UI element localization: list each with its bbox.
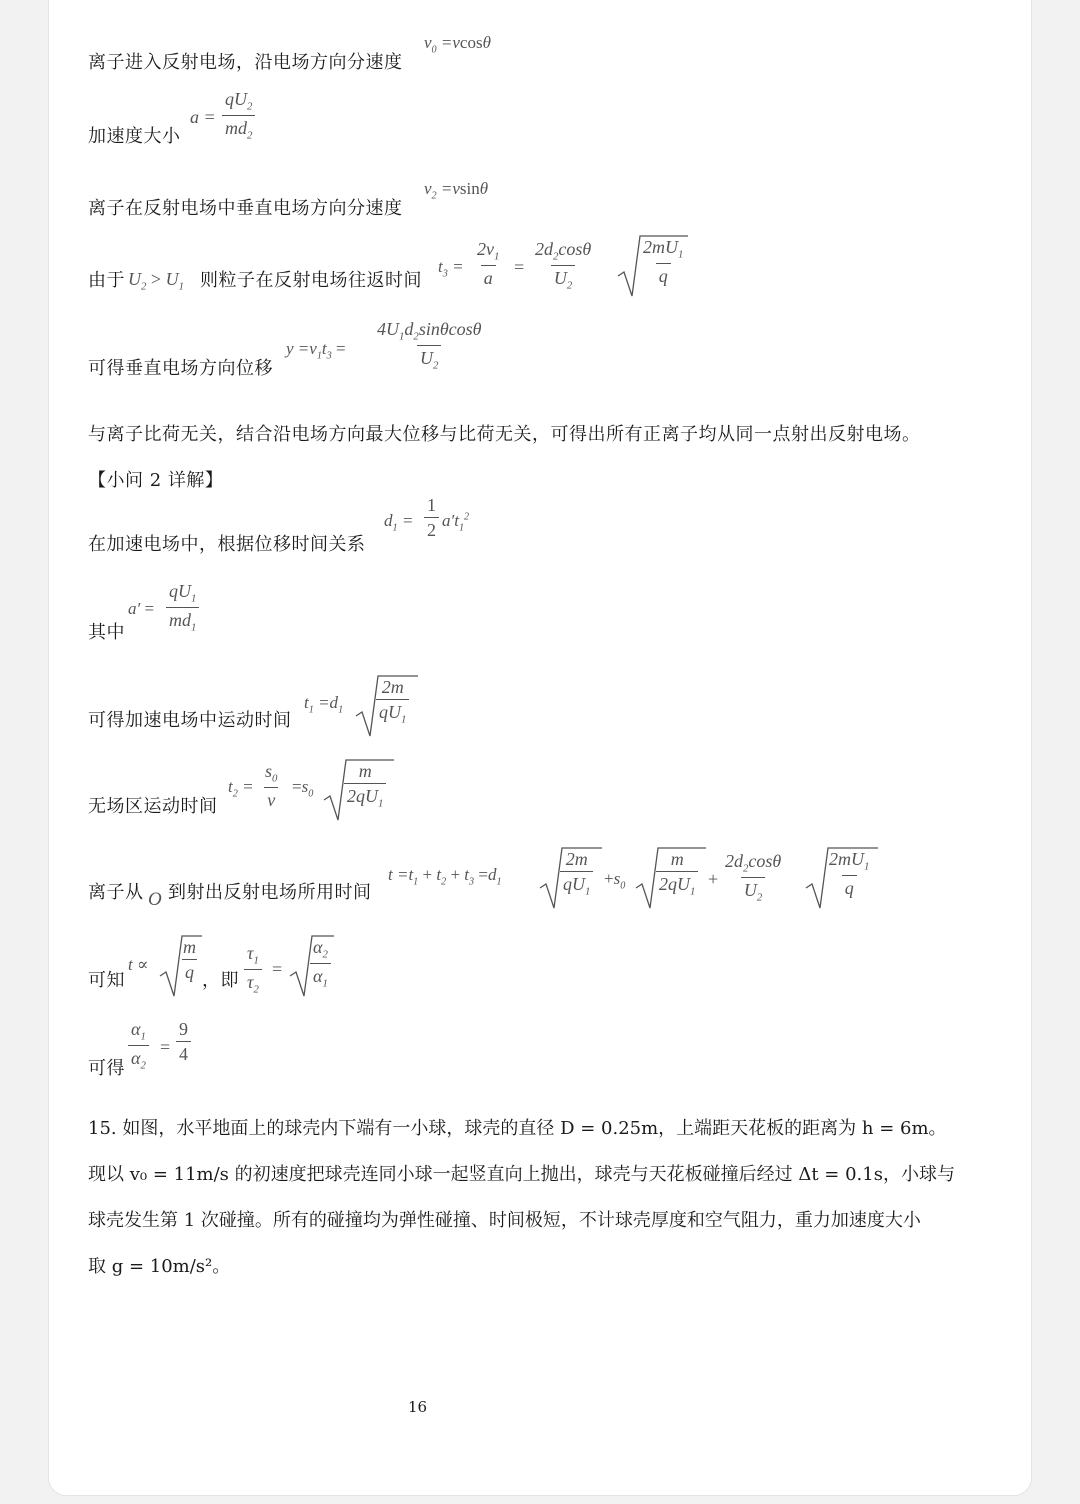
section-heading: 【小问 2 详解】 [88,470,224,491]
text-line: 可得垂直电场方向位移 [88,358,273,379]
text-line: 离子进入反射电场，沿电场方向分速度 [88,52,403,73]
text-line: 与离子比荷无关，结合沿电场方向最大位移与比荷无关，可得出所有正离子均从同一点射出反射电场。 [88,424,921,445]
formula-t3: $t_3$ = [438,257,464,280]
sqrt-2m-qU1-sum: 2m $qU_1$ [538,846,602,910]
equals-sign: = [272,959,283,979]
fraction-2v1-a: $2v_1$ a [477,239,500,288]
problem-line: 球壳发生第 1 次碰撞。所有的碰撞均为弹性碰撞、时间极短，不计球壳厚度和空气阻力，重力加速度大小 [88,1210,921,1231]
formula-s0: $=s_0$ [292,777,314,800]
text-line: 则粒子在反射电场往返时间 [200,270,422,291]
fraction-4U1d2-U2: $4U_1d_2\sin\theta\cos\theta$ $U_2$ [377,319,482,372]
problem-15-text [88,1106,1008,1290]
text-line: 到射出反射电场所用时间 [168,882,372,903]
sqrt-alpha2-alpha1: $\alpha_2$ $\alpha_1$ [288,934,334,998]
formula-t1: $t_1 =d_1$ [304,693,344,716]
sqrt-2mU1-q: $2mU_1$ q [616,234,688,298]
text-line: 在加速电场中，根据位移时间关系 [88,534,366,555]
formula-t-sum: $t =t_1 + t_2 + t_3 =d_1$ [388,865,502,888]
fraction-qU1-md1: $qU_1$ $md_1$ [166,582,199,634]
sqrt-2m-qU1: 2m $qU_1$ [354,674,418,738]
text-line: 可得 [88,1058,125,1079]
point-O: O [148,889,162,910]
text-line: ，即 [202,970,239,991]
fraction-tau1-tau2: $\tau_1$ $\tau_2$ [244,944,262,996]
text-line: 离子在反射电场中垂直电场方向分速度 [88,198,403,219]
formula-a: a = [190,107,216,127]
sqrt-m-q: m q [158,934,202,998]
formula-t2: $t_2$ = [228,777,254,800]
problem-line: 取 g = 10m/s²。 [88,1256,231,1277]
fraction-2d2cos-U2-sum: $2d_2\cos\theta$ $U_2$ [725,851,782,904]
sqrt-m-2qU1: m $2qU_1$ [322,758,394,822]
equals-sign: = [514,257,525,277]
formula-at1sq: $a't_1^2$ [442,511,470,534]
formula-v0: $v_0 =vcos\theta$ [424,33,491,56]
formula-U2-gt-U1: $U_2 > U_1$ [128,269,184,293]
formula-y: $y =v_1t_3$ = [286,339,346,362]
formula-plus-s0: $+s_0$ [604,869,626,892]
formula-t-propto: t ∝ [128,955,149,974]
problem-line: 现以 v₀ = 11m/s 的初速度把球壳连同小球一起竖直向上抛出，球壳与天花板碰撞后经过 Δt = 0.1s，小球与 [88,1164,955,1185]
formula-a-prime: a′ = [128,599,155,618]
page-number: 16 [408,1398,428,1416]
formula-d1: $d_1$ = [384,511,414,534]
sqrt-2mU1-q-sum: $2mU_1$ q [804,846,878,910]
fraction-2d2cos-U2: $2d_2\cos\theta$ $U_2$ [535,239,592,292]
text-line: 加速度大小 [88,126,181,147]
text-line: 可知 [88,970,125,991]
fraction-9-4: 9 4 [176,1020,191,1064]
text-line: 无场区运动时间 [88,796,218,817]
text-line: 其中 [88,622,125,643]
fraction-qU2-md2: $qU_2$ $md_2$ [222,90,255,142]
fraction-s0-v: $s_0$ v [265,761,278,810]
formula-v2: $v_2 =vsin\theta$ [424,179,489,202]
text-line: 可得加速电场中运动时间 [88,710,292,731]
text-line: 离子从 [88,882,144,903]
fraction-alpha1-alpha2: $\alpha_1$ $\alpha_2$ [128,1020,149,1072]
text-line: 由于 [88,270,125,291]
equals-sign: = [160,1037,171,1057]
plus-sign: + [708,869,719,889]
fraction-half: 1 2 [424,496,439,540]
problem-line: 15. 如图，水平地面上的球壳内下端有一小球，球壳的直径 D = 0.25m，上端距天花板的距离为 h = 6m。 [88,1118,947,1139]
sqrt-m-2qU1-sum: m $2qU_1$ [634,846,706,910]
